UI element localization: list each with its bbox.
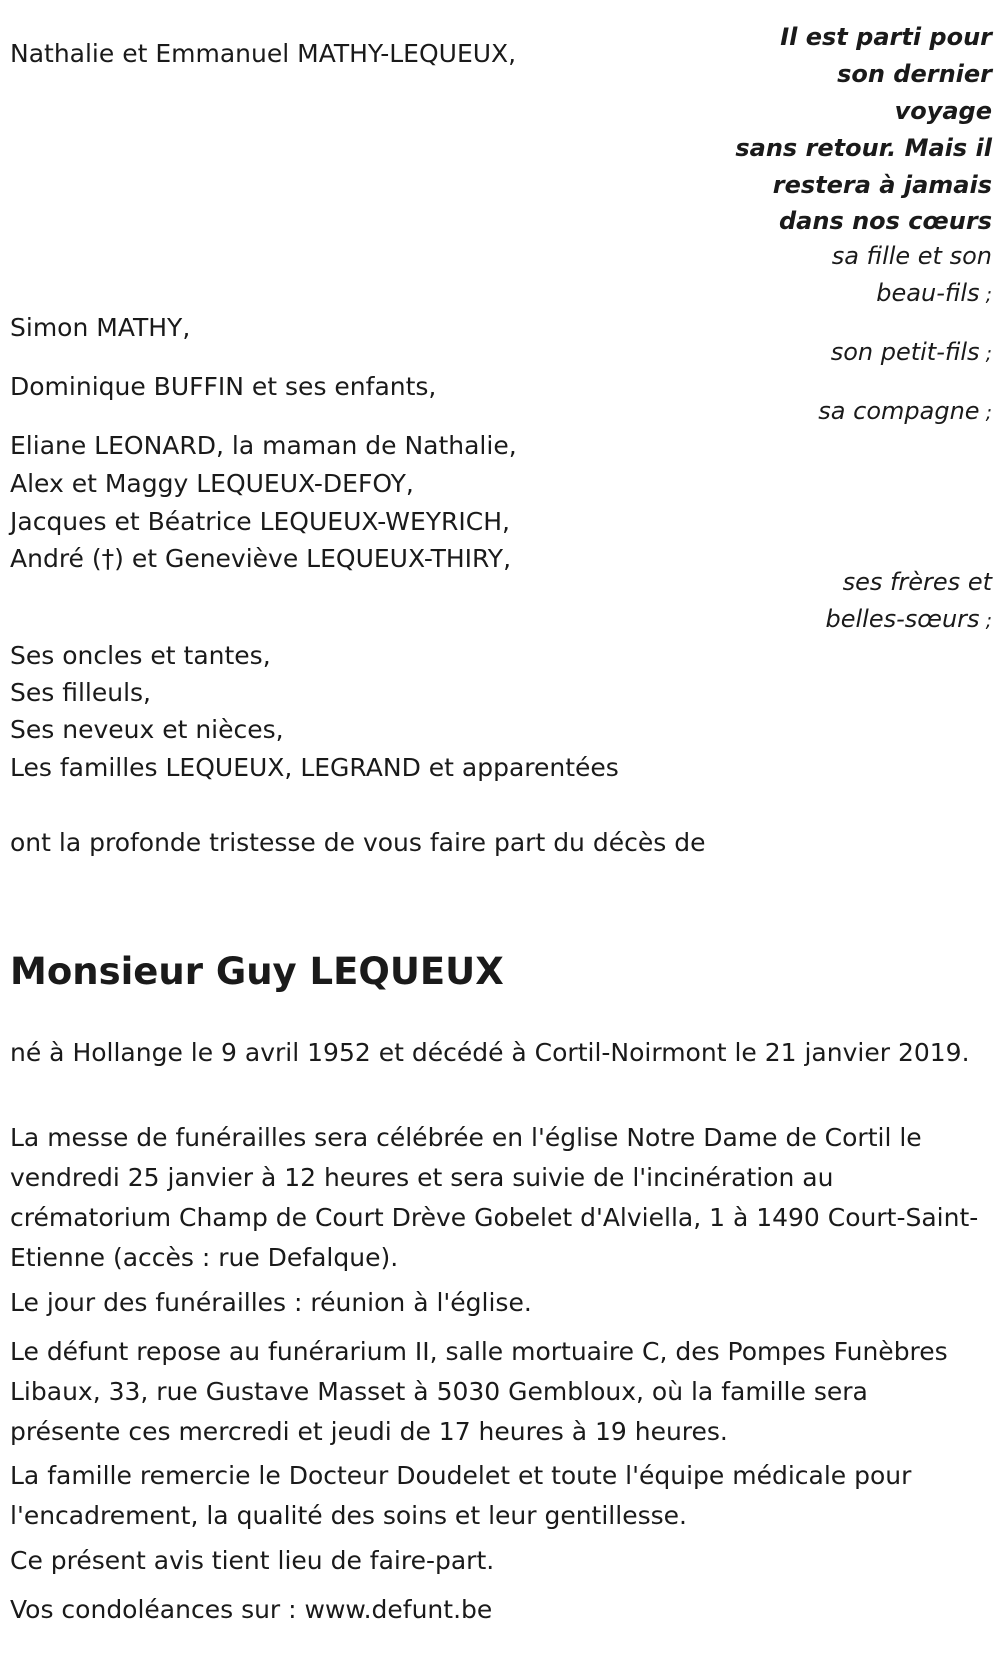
- relation-separator: ;: [979, 284, 992, 306]
- relation-label-2: [831, 334, 992, 373]
- relation-separator: ;: [979, 402, 992, 424]
- relation-label-3: [818, 393, 992, 432]
- deceased-name: Monsieur Guy LEQUEUX: [10, 950, 504, 993]
- funeral-mass-paragraph: La messe de funérailles sera célébrée en l'église Notre Dame de Cortil le vendredi 25 janvier à 12 heures et sera suivie de l'incinération au crématorium Champ de Court Drève Gobelet d'Alviella, 1 à 1490 Court-Saint-Etienne (accès : rue Defalque).: [10, 1123, 979, 1272]
- family-line-2: Simon MATHY,: [10, 313, 191, 342]
- relation-text: belles-sœurs: [825, 605, 980, 633]
- relation-label-4a: ses frères et: [842, 568, 992, 596]
- family-line-10: Ses neveux et nièces,: [10, 715, 284, 744]
- relation-separator: ;: [979, 343, 992, 365]
- notice-paragraph: Ce présent avis tient lieu de faire-part.: [10, 1546, 495, 1575]
- announcement-text: ont la profonde tristesse de vous faire part du décès de: [10, 828, 706, 857]
- quote-line-3: voyage: [894, 97, 992, 125]
- family-line-6: Jacques et Béatrice LEQUEUX-WEYRICH,: [10, 507, 510, 536]
- thanks-paragraph: La famille remercie le Docteur Doudelet et toute l'équipe médicale pour l'encadrement, la qualité des soins et leur gentillesse.: [10, 1461, 912, 1530]
- family-line-9: Ses filleuls,: [10, 678, 152, 707]
- relation-label-1b: [876, 275, 992, 314]
- gathering-paragraph: Le jour des funérailles : réunion à l'église.: [10, 1288, 532, 1317]
- family-line-7: André (†) et Geneviève LEQUEUX-THIRY,: [10, 544, 512, 573]
- birth-death-paragraph: né à Hollange le 9 avril 1952 et décédé à Cortil-Noirmont le 21 janvier 2019.: [10, 1038, 970, 1067]
- family-line-3: Dominique BUFFIN et ses enfants,: [10, 372, 437, 401]
- relation-text: sa compagne: [818, 397, 980, 425]
- relation-label-1a: sa fille et son: [831, 242, 992, 270]
- relation-text: son petit-fils: [830, 338, 980, 366]
- quote-line-5: restera à jamais: [772, 171, 992, 199]
- family-line-5: Alex et Maggy LEQUEUX-DEFOY,: [10, 469, 414, 498]
- relation-separator: ;: [979, 610, 992, 632]
- quote-line-1: Il est parti pour: [780, 23, 992, 51]
- condolences-paragraph: Vos condoléances sur : www.defunt.be: [10, 1595, 493, 1624]
- relation-label-4b: [826, 601, 992, 640]
- quote-line-4: sans retour. Mais il: [735, 134, 992, 162]
- funeral-home-paragraph: Le défunt repose au funérarium II, salle mortuaire C, des Pompes Funèbres Libaux, 33, rue Gustave Masset à 5030 Gembloux, où la famille sera présente ces mercredi et jeudi de 17 heures à 19 heures.: [10, 1337, 948, 1446]
- quote-line-6: dans nos cœurs: [778, 207, 992, 235]
- family-line-4: Eliane LEONARD, la maman de Nathalie,: [10, 431, 517, 460]
- quote-line-2: son dernier: [837, 60, 992, 88]
- family-line-11: Les familles LEQUEUX, LEGRAND et apparentées: [10, 753, 619, 782]
- family-line-8: Ses oncles et tantes,: [10, 641, 271, 670]
- family-line-1: Nathalie et Emmanuel MATHY-LEQUEUX,: [10, 39, 517, 68]
- relation-text: beau-fils: [876, 279, 980, 307]
